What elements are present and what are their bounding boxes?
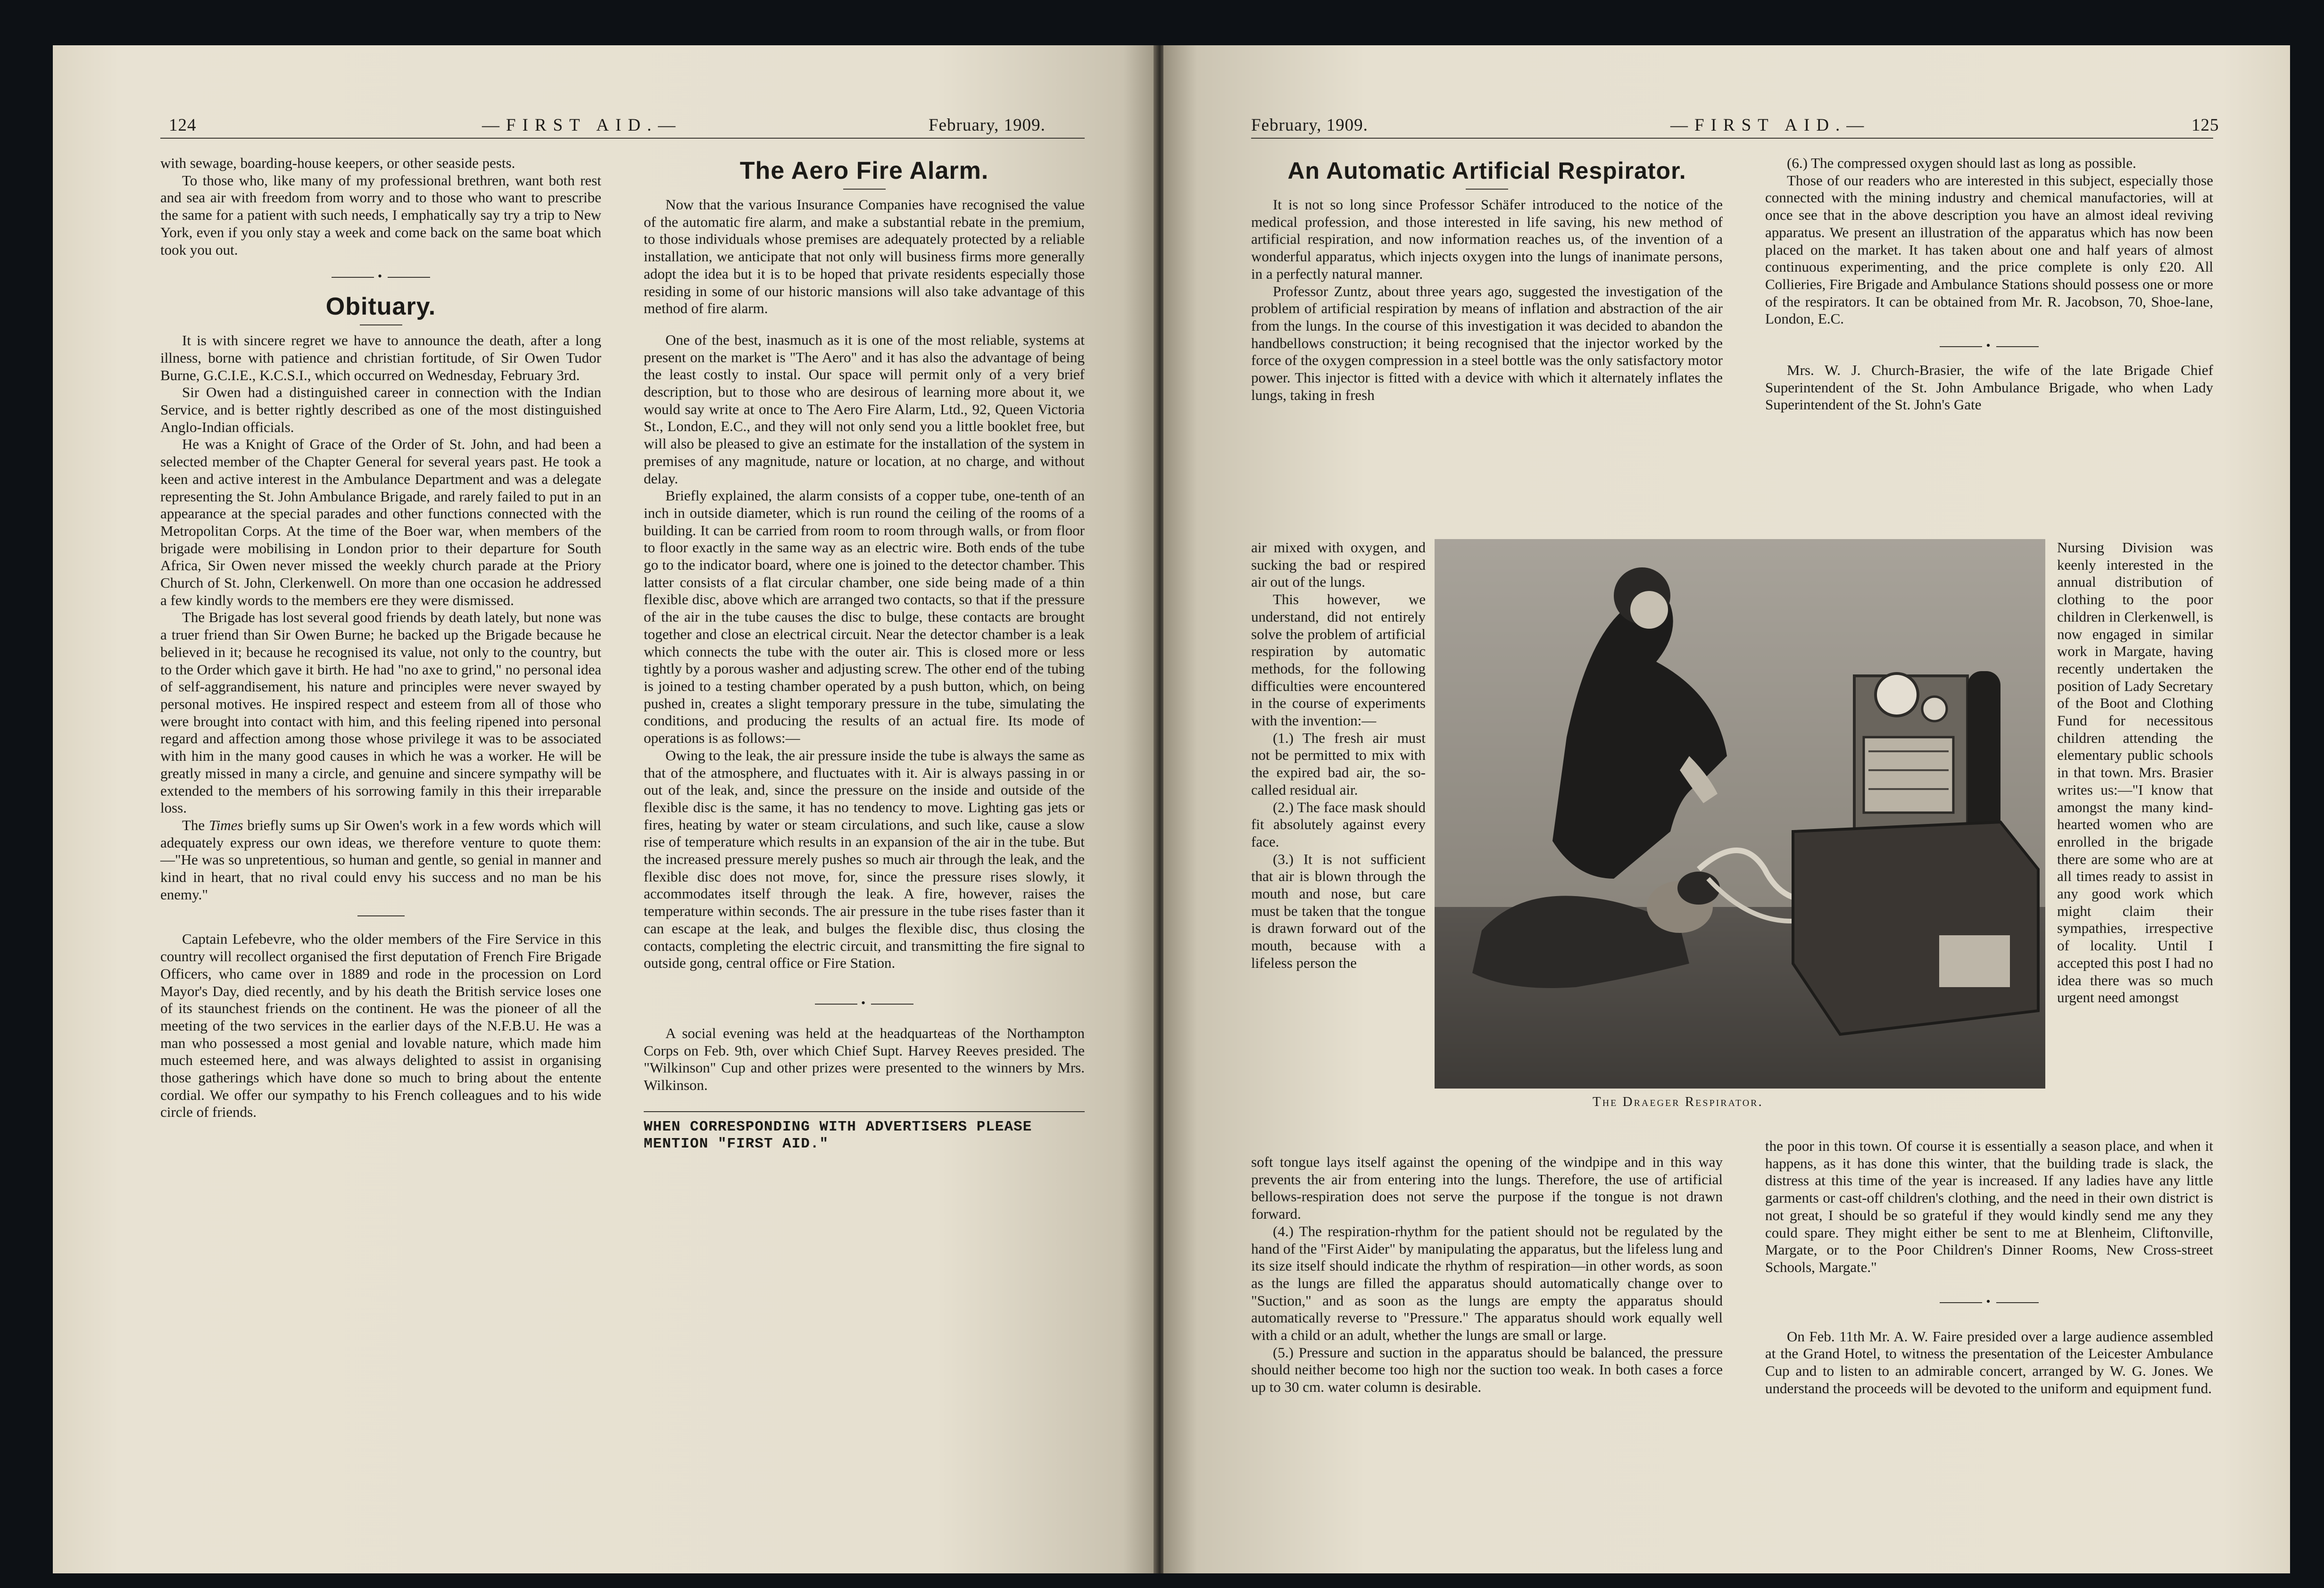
aero-paragraph: Briefly explained, the alarm consists of a copper tube, one-tenth of an inch in outside diameter, which is run round the ceiling of the rooms of a building. It can be carried from room to room through walls, or from floor to floor exactly in the same way as an electric wire. Both ends of the tube go to the indicator board, where one is joined to the detector chamber. This latter consists of a flat circular chamber, one side being made of a thin flexible disc, above which are arranged two contacts, so that if the pressure of the air in the tube causes the disc to bulge, these contacts are brought together and close an electrical circuit. Near the detector chamber is a leak which connects the tube with the outer air. This is closed more or less tightly by a porous washer and adjusting screw. The other end of the tubing is joined to a testing chamber operated by a push button, which, on being pushed in, creates a slight temporary pressure in the tube, simulating the conditions, and producing the results of an actual fire. Its mode of operations is as follows:— (644, 487, 1085, 747)
obituary-paragraph: Sir Owen had a distinguished career in connection with the Indian Service, and is better rightly described as one of the most distinguished Anglo-Indian officials. (160, 384, 601, 435)
page-number: 125 (2191, 116, 2219, 135)
respirator-paragraph: soft tongue lays itself against the opening of the windpipe and in this way prevents the air from entering into the lungs. Therefore, the use of artificial bellows-respiration does not serve the purpose if the tongue is not drawn forward. (1251, 1154, 1723, 1222)
text-span: briefly sums up Sir Owen's work in a few words which will adequately express our own ideas, we therefore venture to quote them:—"He was so unpretentious, so human and gentle, so genial in manner and kind in heart, that no rival could envy his success and no man be his enemy." (160, 816, 602, 903)
text-span: The (182, 816, 205, 833)
lefebevre-paragraph: Captain Lefebevre, who the older members of the Fire Service in this country will recollect organised the first deputation of French Fire Brigade Officers, who came over in 1889 and rode in the procession on Lord Mayor's Day, died recently, and by his death the British service loses one of its staunchest friends on the continent. He was the pioneer of all the meeting of the two services in the earlier days of the N.F.B.U. He was a man who possessed a most genial and lovable nature, which made him much esteemed here, and was always delighted to assist in organising those gatherings which have done so much to bring about the entente cordial. We offer our sympathy to his French colleagues and to his wide circle of friends. (160, 931, 601, 1121)
respirator-paragraph: This however, we understand, did not entirely solve the problem of artificial respiration by automatic methods, for the following difficulties were encountered in the course of experiments with the invention:— (1251, 591, 1426, 729)
section-ornament: • (1765, 336, 2213, 355)
right-column-1-wrap (1251, 539, 1426, 972)
respirator-paragraph: Professor Zuntz, about three years ago, suggested the investigation of the problem of artificial respiration by means of inflation and abstraction of the air from the lungs. In the course of this investigation it was decided to abandon the handbellows construction; it being recognised that the injector worked by the force of the oxygen compression in a steel bottle was the only satisfactory motor power. This injector is fitted with a device with which it alternately inflates the lungs, taking in fresh (1251, 283, 1723, 403)
obituary-paragraph: The Brigade has lost several good friends by death lately, but none was a truer friend than Sir Owen Burne; he backed up the Brigade because he believed in it; because he recognised its value, not only to the country, but to the Order which gave it birth. He had "no axe to grind," no personal idea of self-aggrandisement, his nature and principles were never swayed by personal motives. He inspired respect and esteem from all of those who were brought into contact with him, and this feeling ripened into personal regard and affection among those whose privilege it was to be associated with him in the many good causes in which he was a worker. He will be greatly missed in many a circle, and genuine and sincere sympathy will be extended to the members of his sorrowing family in this their irreparable loss. (160, 609, 601, 816)
brasier-paragraph: the poor in this town. Of course it is essentially a season place, and when it happens, as it has done this winter, that the building trade is slack, the distress at this time of the year is increased. If any ladies have any little garments or cast-off children's clothing, and the need in their own district is not great, I should be so grateful if they would kindly send me any they could spare. They might either be sent to me at Blenheim, Cliftonville, Margate, or to the Poor Children's Dinner Rooms, New Cross-street Schools, Margate." (1765, 1138, 2213, 1275)
social-paragraph: A social evening was held at the headquarteas of the Northampton Corps on Feb. 9th, over which Chief Supt. Harvey Reeves presided. The "Wilkinson" Cup and other prizes were presented to the winners by Mrs. Wilkinson. (644, 1024, 1085, 1094)
respirator-heading: An Automatic Artificial Respirator. (1287, 158, 1686, 184)
obituary-heading: Obituary. (325, 293, 436, 321)
respirator-paragraph: (6.) The compressed oxygen should last as long as possible. (1787, 155, 2136, 171)
heading-rule (1466, 189, 1508, 190)
left-column-2 (644, 157, 1085, 1153)
left-column-1 (160, 155, 601, 1121)
right-column-1 (1251, 157, 1723, 404)
aero-heading: The Aero Fire Alarm. (739, 157, 989, 184)
right-column-2 (1765, 155, 2213, 414)
section-ornament: • (1765, 1292, 2213, 1311)
right-column-1-continued (1251, 1154, 1723, 1396)
respirator-illustration (1435, 539, 2045, 1089)
page-number: 124 (169, 116, 197, 135)
faire-paragraph: On Feb. 11th Mr. A. W. Faire presided over a large audience assembled at the Grand Hotel, to witness the presentation of the Leicester Ambulance Cup and to listen to an admirable concert, arranged by W. G. Jones. We understand the proceeds will be devoted to the uniform and equipment fund. (1765, 1328, 2213, 1397)
header-rule (160, 138, 1085, 139)
respirator-paragraph: Those of our readers who are interested in this subject, especially those connected with the mining industry and chemical manufactories, will at once see that in the above description you have an almost ideal reviving apparatus. We present an illustration of the apparatus which has now been placed on the market. It has taken about one and half years of almost continuous experimenting, and the price complete is only £20. All Collieries, Fire Brigade and Ambulance Stations should possess one or more of the respirators. It can be obtained from Mr. R. Jacobson, 70, Shoe-lane, London, E.C. (1765, 172, 2213, 327)
section-ornament: • (160, 267, 601, 286)
running-title: —FIRST AID.— (482, 116, 682, 135)
right-page (1163, 45, 2290, 1573)
respirator-paragraph: (4.) The respiration-rhythm for the patient should not be regulated by the hand of the "First Aider" by manipulating the apparatus, but the lifeless lung and its size itself should indicate the rhythm of respiration—in other words, as soon as the lungs are filled the apparatus should automatically change over to "Suction," and as soon as the lungs are empty the apparatus should automatically reverse to "Pressure." The apparatus should work equally well with a child or an adult, whether the lungs are small or large. (1251, 1222, 1723, 1344)
running-date: February, 1909. (1251, 116, 1368, 135)
right-column-2-wrap (2057, 539, 2213, 1006)
heading-rule (843, 189, 886, 190)
respirator-paragraph: (5.) Pressure and suction in the apparatus should be balanced, the pressure should neither become too high nor the suction too weak. In both cases a force up to 30 cm. water column is desirable. (1251, 1344, 1723, 1396)
respirator-paragraph: (3.) It is not sufficient that air is blown through the mouth and nose, but care must be taken that the tongue is drawn forward out of the mouth, because with a lifeless person the (1251, 850, 1426, 971)
header-rule (1251, 138, 2213, 139)
obituary-paragraph: It is with sincere regret we have to announce the death, after a long illness, borne with patience and christian fortitude, of Sir Owen Tudor Burne, G.C.I.E., K.C.S.I., which occurred on Wednesday, February 3rd. (160, 332, 601, 383)
respirator-photo (1435, 539, 2045, 1089)
running-date: February, 1909. (929, 116, 1046, 135)
aero-paragraph: One of the best, inasmuch as it is one of the most reliable, systems at present on the market is "The Aero" and it has also the advantage of being the least costly to instal. Our space will permit only of a very brief description, but to those who are desirous of learning more about it, we would say write at once to The Aero Fire Alarm, Ltd., 92, Queen Victoria St., London, E.C., and they will not only send you a little booklet free, but will also be pleased to give an estimate for the installation of the system in premises of any magnitude, nature or location, at no charge, and without delay. (644, 331, 1085, 487)
magazine-spread (53, 45, 2290, 1573)
respirator-paragraph: It is not so long since Professor Schäfer introduced to the notice of the medical profession, and those interested in life saving, his new method of artificial respiration, and now information reaches us, of the invention of a wonderful apparatus, which injects oxygen into the lungs of inanimate persons, in a perfectly natural manner. (1251, 196, 1723, 282)
continued-paragraph: with sewage, boarding-house keepers, or other seaside pests. (160, 155, 515, 171)
left-page (53, 45, 1156, 1573)
right-column-2-continued (1765, 1138, 2213, 1397)
section-rule (357, 915, 405, 916)
brasier-paragraph: Mrs. W. J. Church-Brasier, the wife of the late Brigade Chief Superintendent of the St. John Ambulance Brigade, who when Lady Superintendent of the St. John's Gate (1765, 362, 2213, 413)
respirator-paragraph: (1.) The fresh air must not be permitted to mix with the expired bad air, the so-called residual air. (1251, 729, 1426, 798)
running-title: —FIRST AID.— (1670, 116, 1871, 135)
paragraph: To those who, like many of my professional brethren, want both rest and sea air with freedom from worry and to those who want to prescribe the same for a patient with such needs, I emphatically say try a trip to New York, even if you only stay a week and come back on the same boat which took you out. (160, 172, 601, 258)
respirator-paragraph: air mixed with oxygen, and sucking the bad or respired air out of the lungs. (1251, 539, 1426, 590)
obituary-paragraph (160, 817, 601, 904)
obituary-paragraph: He was a Knight of Grace of the Order of St. John, and had been a selected member of the Chapter General for several years past. He took a keen and active interest in the Ambulance Department and was a delegate representing the St. John Ambulance Brigade, and rarely failed to put in an appearance at the special parades and other functions connected with the Metropolitan Corps. At the time of the Boer war, when members of the brigade were mobilising in London prior to their departure for South Africa, Sir Owen never missed the weekly church parade at the Priory Church of St. John, Clerkenwell. On more than one occasion he addressed a few kindly words to the members ere they were dismissed. (160, 436, 601, 608)
respirator-paragraph: (2.) The face mask should fit absolutely against every face. (1251, 798, 1426, 850)
section-ornament: • (644, 994, 1085, 1013)
brasier-paragraph: Nursing Division was keenly interested in the annual distribution of clothing to the poor children in Clerkenwell, is now engaged in similar work in Margate, having recently undertaken the position of Lady Secretary of the Boot and Clothing Fund for necessitous children attending the elementary public schools in that town. Mrs. Brasier writes us:—"I know that amongst the many kind-hearted women who are enrolled in the brigade there are some who are at all times ready to assist in any good work which might claim their sympathies, irrespective of locality. Until I accepted this post I had no idea there was so much urgent need amongst (2057, 539, 2213, 1006)
aero-paragraph: Now that the various Insurance Companies have recognised the value of the automatic fire alarm, and make a substantial rebate in the premium, to those individuals whose premises are adequately protected by a reliable installation, we anticipate that not only will business firms more generally adopt the idea but it is to be hoped that private residents especially those residing in some of our historic mansions will also take advantage of this method of fire alarm. (644, 196, 1085, 317)
newspaper-title: Times (209, 816, 243, 833)
aero-paragraph: Owing to the leak, the air pressure inside the tube is always the same as that of the atmosphere, and fluctuates with it. Air is always passing in or out of the leak, and, since the pressure on the inside and outside of the flexible disc is the same, it has no tendency to move. Lighting gas jets or fires, heating by water or steam circulations, and such like, cause a slow rise of temperature which results in an expansion of the air in the tube. But the increased pressure merely pushes so much air through the leak, and the flexible disc does not move, for, since the pressure rises slowly, it accommodates itself through the leak. A fire, however, raises the temperature within seconds. The air pressure in the tube rises faster than it can escape at the leak, and bulges the flexible disc, thus closing the contacts, completing the electric circuit, and transmitting the fire signal to outside gong, central office or Fire Station. (644, 747, 1085, 972)
advertiser-notice: WHEN CORRESPONDING WITH ADVERTISERS PLEASE MENTION "FIRST AID." (644, 1111, 1085, 1153)
photo-caption: The Draeger Respirator. (1593, 1094, 1763, 1109)
heading-rule (360, 324, 402, 325)
